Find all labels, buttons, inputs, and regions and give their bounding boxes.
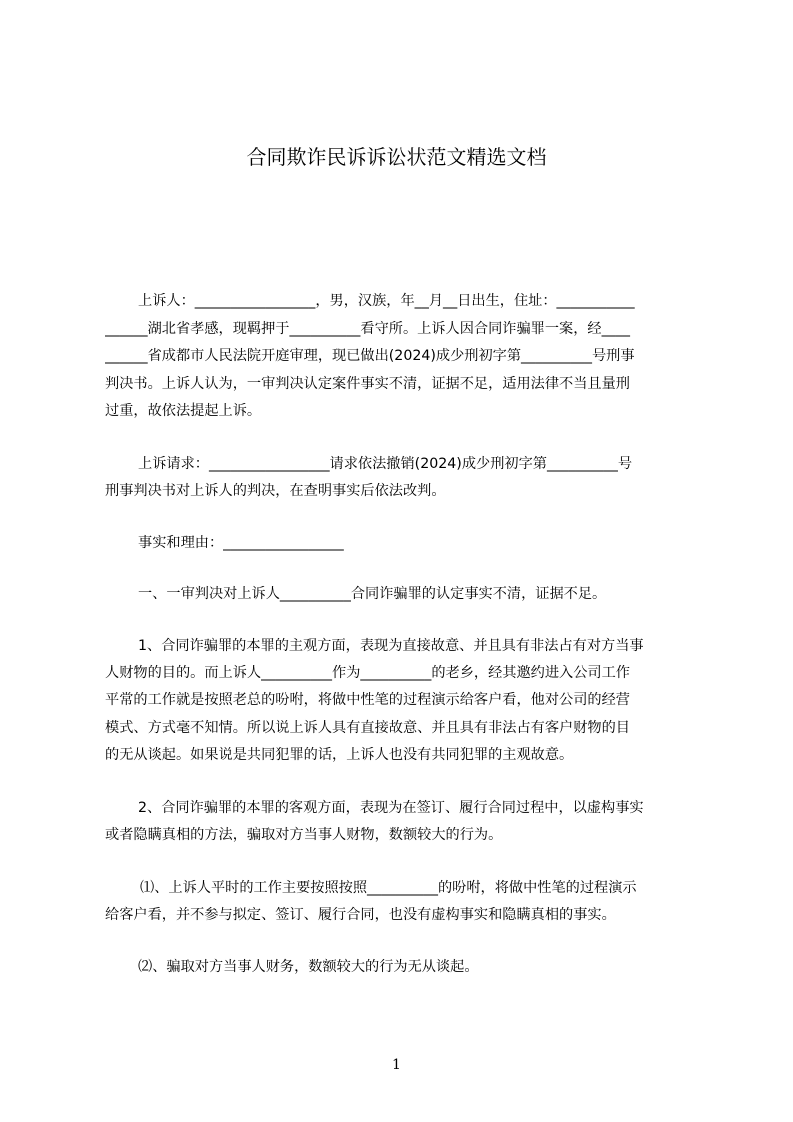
para-facts-heading: 事实和理由：_________________ — [138, 535, 344, 551]
para-claims-line-2: 刑事判决书对上诉人的判决，在查明事实后依法改判。 — [105, 483, 446, 499]
page-title: 合同欺诈民诉诉讼状范文精选文档 — [246, 145, 547, 169]
para-subjective-line-2: 人财物的目的。而上诉人__________作为__________的老乡，经其邀约进入公司工作 — [105, 665, 630, 681]
para-appellant-line-5: 过重，故依法提起上诉。 — [105, 403, 262, 419]
page-number: 1 — [392, 1057, 401, 1073]
para-appellant-line-4: 判决书。上诉人认为，一审判决认定案件事实不清，证据不足，适用法律不当且量刑 — [105, 376, 630, 392]
para-item-2: ⑵、骗取对方当事人财务，数额较大的行为无从谈起。 — [138, 959, 479, 975]
para-item-1-line-1: ⑴、上诉人平时的工作主要按照按照__________的吩咐，将做中性笔的过程演示 — [140, 880, 637, 896]
para-objective-line-1: 2、合同诈骗罪的本罪的客观方面，表现为在签订、履行合同过程中，以虚构事实 — [138, 800, 644, 816]
para-item-1-line-2: 给客户看，并不参与拟定、签订、履行合同，也没有虚构事实和隐瞒真相的事实。 — [105, 907, 616, 923]
para-appellant-line-2: ______湖北省孝感，现羁押于__________看守所。上诉人因合同诈骗罪一案，经____ — [105, 321, 630, 337]
para-subjective-line-3: 平常的工作就是按照老总的吩咐，将做中性笔的过程演示给客户看，他对公司的经营 — [105, 692, 630, 708]
para-subjective-line-5: 的无从谈起。如果说是共同犯罪的话，上诉人也没有共同犯罪的主观故意。 — [105, 747, 574, 763]
para-subjective-line-1: 1、合同诈骗罪的本罪的主观方面，表现为直接故意、并且具有非法占有对方当事 — [138, 638, 644, 654]
para-appellant-line-1: 上诉人：_________________，男，汉族，年__月__日出生，住址：___________ — [138, 293, 635, 309]
para-objective-line-2: 或者隐瞒真相的方法，骗取对方当事人财物，数额较大的行为。 — [105, 827, 503, 843]
para-appellant-line-3: ______省成都市人民法院开庭审理，现已做出(2024)成少刑初字第__________号刑事 — [105, 348, 635, 364]
para-point-one: 一、一审判决对上诉人__________合同诈骗罪的认定事实不清，证据不足。 — [138, 586, 607, 602]
para-subjective-line-4: 模式、方式毫不知情。所以说上诉人具有直接故意、并且具有非法占有客户财物的目 — [105, 720, 630, 736]
para-claims-line-1: 上诉请求：_________________请求依法撤销(2024)成少刑初字第__________号 — [138, 456, 633, 472]
